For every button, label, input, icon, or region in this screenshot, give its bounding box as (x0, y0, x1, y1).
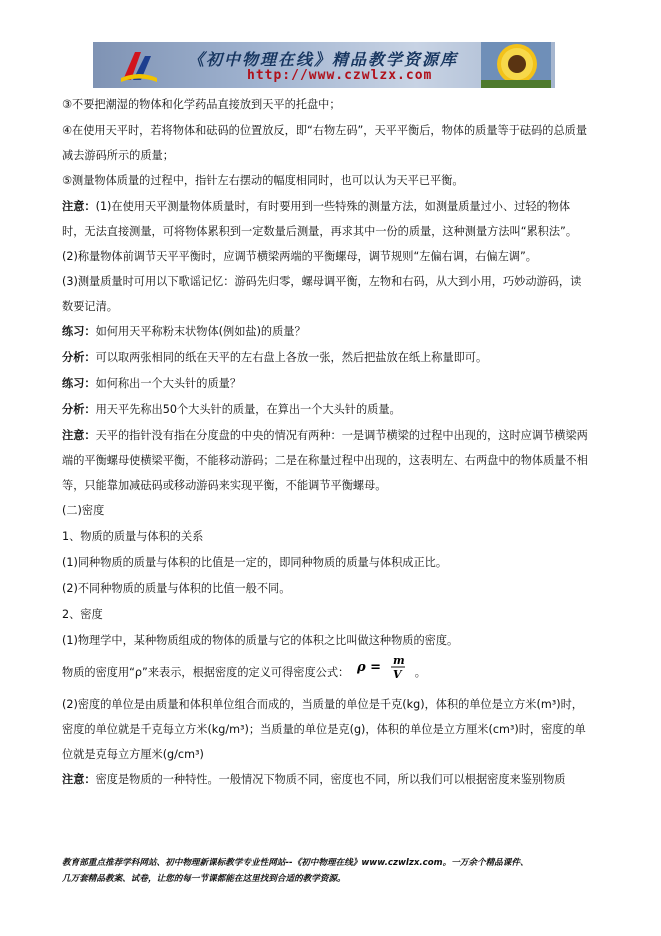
document-body (62, 92, 592, 793)
exercise-question: 练习：如何用天平称粉末状物体(例如盐)的质量？ (62, 325, 306, 338)
note-paragraph: 注意：天平的指针没有指在分度盘的中央的情况有两种：一是调节横梁的过程中出现的，这时应调节横梁两端的平衡螺母使横梁平衡，不能移动游码；二是在称量过程中出现的，这表明左、右两盘中的物体质量不相等，只能靠加减砝码或移动游码来实现平衡，不能调节平衡螺母。 (62, 429, 588, 492)
paragraph: ③不要把潮湿的物体和化学药品直接放到天平的托盘中； (62, 98, 341, 111)
subsection-heading: 1、物质的质量与体积的关系 (62, 530, 204, 543)
banner-url: http://www.czwlzx.com (247, 68, 433, 83)
exercise-analysis: 分析：可以取两张相同的纸在天平的左右盘上各放一张，然后把盐放在纸上称量即可。 (62, 351, 488, 364)
density-formula-line: 物质的密度用“ρ”来表示，根据密度的定义可得密度公式： ρ = m V 。 (62, 654, 592, 692)
subsection-heading: 2、密度 (62, 608, 103, 621)
exercise-analysis: 分析：用天平先称出50个大头针的质量，在算出一个大头针的质量。 (62, 403, 401, 416)
paragraph: ④在使用天平时，若将物体和砝码的位置放反，即“右物左码”，天平平衡后，物体的质量等于砝码的总质量减去游码所示的质量； (62, 124, 588, 162)
paragraph: ⑤测量物体质量的过程中，指针左右摆动的幅度相同时，也可以认为天平已平衡。 (62, 174, 464, 187)
header-banner (93, 42, 555, 88)
svg-text:V: V (392, 668, 402, 680)
site-logo-icon (119, 48, 159, 84)
svg-text:ρ =: ρ = (356, 660, 381, 675)
svg-text:m: m (392, 654, 405, 667)
note-paragraph: 注意：(1)在使用天平测量物体质量时，有时要用到一些特殊的测量方法，如测量质量过小、过轻的物体时，无法直接测量，可将物体累积到一定数量后测量，再求其中一份的质量，这种测量方法叫“累积法”。(2)称量物体前调节天平平衡时，应调节横梁两端的平衡螺母，调节规则“左偏右调，右偏左调”。 (62, 200, 578, 263)
paragraph: (3)测量质量时可用以下歌谣记忆：游码先归零，螺母调平衡，左物和右码，从大到小用，巧妙动游码，读数要记清。 (62, 275, 582, 313)
section-heading: (二)密度 (62, 504, 105, 517)
exercise-question: 练习：如何称出一个大头针的质量？ (62, 377, 242, 390)
footer-line: 教育部重点推荐学科网站、初中物理新课标教学专业性网站--《初中物理在线》www.czwlzx.com。一万余个精品课件、 (62, 858, 529, 868)
density-formula (357, 654, 415, 692)
page-footer (62, 855, 602, 887)
paragraph: (2)密度的单位是由质量和体积单位组合而成的，当质量的单位是千克(kg)，体积的单位是立方米(m³)时，密度的单位就是千克每立方米(kg/m³)；当质量的单位是克(g)，体积的单位是立方厘米(cm³)时，密度的单位就是克每立方厘米(g/cm³) (62, 698, 586, 761)
banner-title: 《初中物理在线》精品教学资源库 (188, 50, 459, 69)
footer-line: 几万套精品教案、试卷，让您的每一节课都能在这里找到合适的教学资源。 (62, 874, 346, 884)
paragraph: (1)同种物质的质量与体积的比值是一定的，即同种物质的质量与体积成正比。 (62, 556, 448, 569)
sunflower-icon (481, 42, 551, 88)
density-formula-graphic (357, 654, 415, 680)
paragraph: (1)物理学中，某种物质组成的物体的质量与它的体积之比叫做这种物质的密度。 (62, 634, 459, 647)
note-paragraph: 注意：密度是物质的一种特性。一般情况下物质不同，密度也不同，所以我们可以根据密度来鉴别物质 (62, 773, 566, 786)
paragraph: (2)不同种物质的质量与体积的比值一般不同。 (62, 582, 291, 595)
